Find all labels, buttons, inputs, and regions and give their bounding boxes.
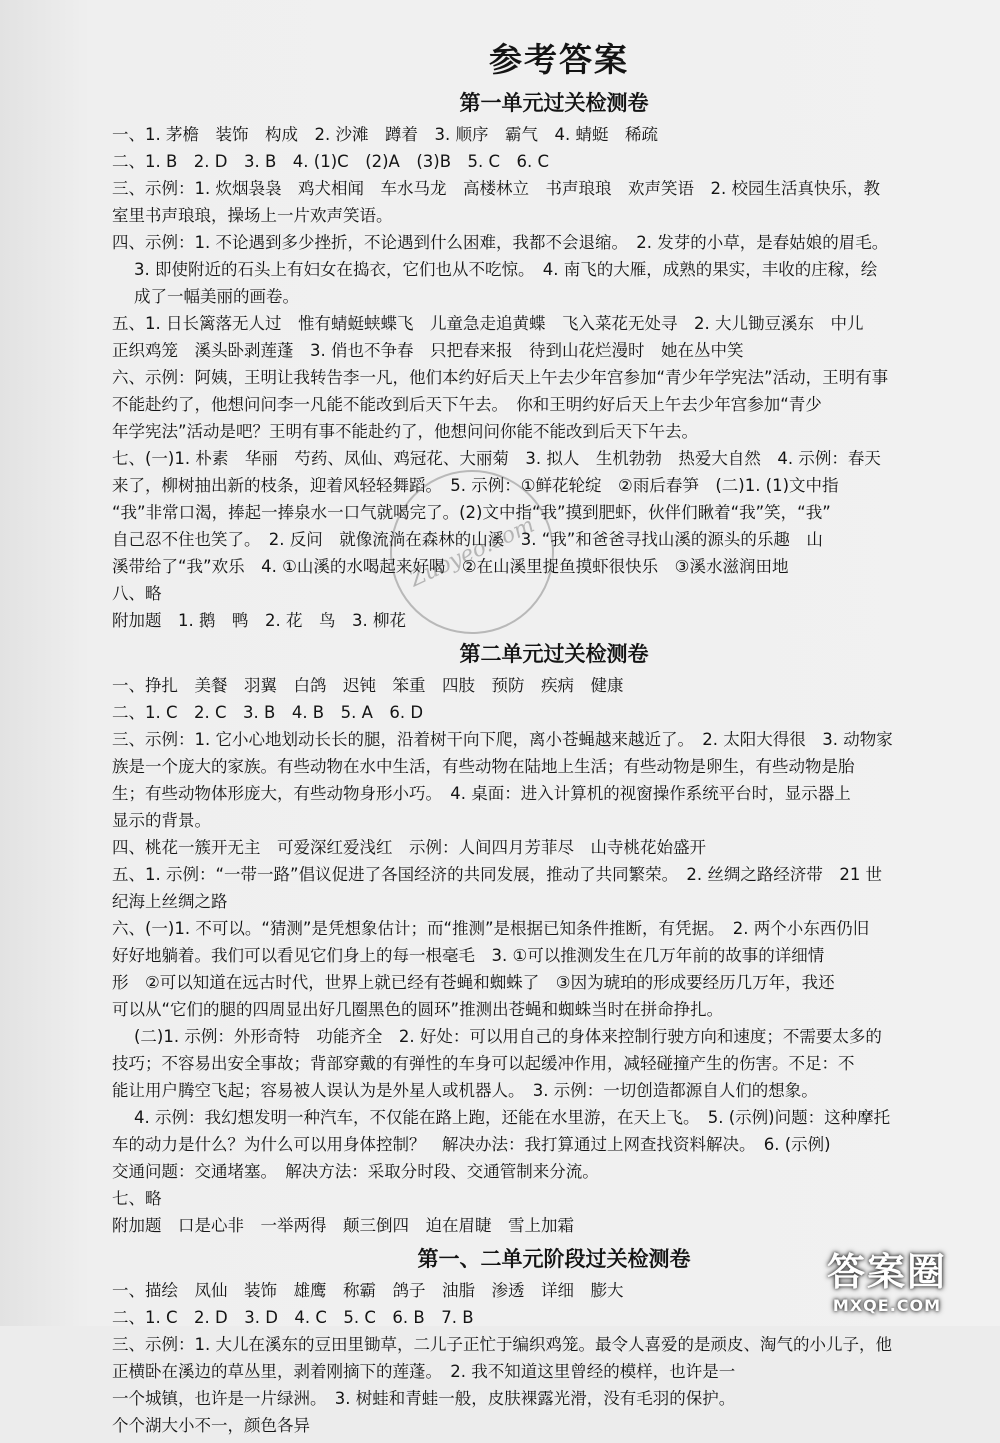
answer-line: 技巧；不容易出安全事故；背部穿戴的有弹性的车身可以起缓冲作用，减轻碰撞产生的伤害。不足：不 <box>112 1054 855 1073</box>
answer-line: 个个湖大小不一，颜色各异 <box>112 1416 310 1435</box>
watermark-text: Zuoyeo.com <box>405 512 539 592</box>
answer-line: 一、1. 茅檐 装饰 构成 2. 沙滩 蹲着 3. 顺序 霸气 4. 蜻蜓 稀疏 <box>112 125 658 144</box>
answer-line: 年学宪法”活动是吧？王明有事不能赴约了，他想问问你能不能改到后天下午去。 <box>112 422 699 441</box>
answer-line: 三、示例：1. 炊烟袅袅 鸡犬相闻 车水马龙 高楼林立 书声琅琅 欢声笑语 2. 校园生活真快乐，教 <box>112 179 880 198</box>
section-gap <box>112 1439 966 1443</box>
answer-line: 六、示例：阿姨，王明让我转告李一凡，他们本约好后天上午去少年宫参加“青少年学宪法”活动，王明有事 <box>112 368 889 387</box>
answer-line: 一、挣扎 美餐 羽翼 白鸽 迟钝 笨重 四肢 预防 疾病 健康 <box>112 676 624 695</box>
answer-line: 交通问题：交通堵塞。 解决方法：采取分时段、交通管制来分流。 <box>112 1162 599 1181</box>
answer-line: 六、(一)1. 不可以。“猜测”是凭想象估计；而“推测”是根据已知条件推断，有凭据。 2. 两个小东西仍旧 <box>112 919 870 938</box>
answer-line: 二、1. C 2. D 3. D 4. C 5. C 6. B 7. B <box>112 1308 474 1327</box>
site-logo <box>782 1238 992 1318</box>
answer-line: (二)1. 示例：外形奇特 功能齐全 2. 好处：可以用自己的身体来控制行驶方向和速度；不需要太多的 <box>134 1027 882 1046</box>
answer-line: 二、1. B 2. D 3. B 4. (1)C (2)A (3)B 5. C 6. C <box>112 152 550 171</box>
answer-line: 4. 示例：我幻想发明一种汽车，不仅能在路上跑，还能在水里游，在天上飞。 5. (示例)问题：这种摩托 <box>134 1108 891 1127</box>
answer-line: 生；有些动物体形庞大，有些动物身形小巧。 4. 桌面：进入计算机的视窗操作系统平台时，显示器上 <box>112 784 851 803</box>
answer-line: 3. 即使附近的石头上有妇女在捣衣，它们也从不吃惊。 4. 南飞的大雁，成熟的果实，丰收的庄稼，绘 <box>134 260 878 279</box>
site-logo-big: 答案圈 <box>826 1250 947 1294</box>
answer-line: 附加题 1. 鹅 鸭 2. 花 鸟 3. 柳花 <box>112 611 406 630</box>
answer-line: 七、(一)1. 朴素 华丽 芍药、凤仙、鸡冠花、大丽菊 3. 拟人 生机勃勃 热爱大自然 4. 示例：春天 <box>112 449 881 468</box>
section-heading: 第二单元过关检测卷 <box>459 641 649 666</box>
page-title: 参考答案 <box>489 40 629 79</box>
answer-line: 好好地躺着。我们可以看见它们身上的每一根毫毛 3. ①可以推测发生在几万年前的故事的详细情 <box>112 946 825 965</box>
answer-line: 成了一幅美丽的画卷。 <box>134 287 299 306</box>
answer-line: 来了，柳树抽出新的枝条，迎着风轻轻舞蹈。 5. 示例：①鲜花轮绽 ②雨后春笋 (二)1. (1)文中指 <box>112 476 839 495</box>
section-heading: 第一、二单元阶段过关检测卷 <box>417 1246 691 1271</box>
answer-line: 族是一个庞大的家族。有些动物在水中生活，有些动物在陆地上生活；有些动物是卵生，有些动物是胎 <box>112 757 855 776</box>
answer-line: 能让用户腾空飞起；容易被人误认为是外星人或机器人。 3. 示例：一切创造都源自人们的想象。 <box>112 1081 818 1100</box>
answer-line: 三、示例：1. 大儿在溪东的豆田里锄草，二儿子正忙于编织鸡笼。最令人喜爱的是顽皮、淘气的小儿子，他 <box>112 1335 892 1354</box>
answer-line: 正织鸡笼 溪头卧剥莲蓬 3. 俏也不争春 只把春来报 待到山花烂漫时 她在丛中笑 <box>112 341 744 360</box>
answer-line: 七、略 <box>112 1189 162 1208</box>
answer-line: 五、1. 日长篱落无人过 惟有蜻蜓蛱蝶飞 儿童急走追黄蝶 飞入菜花无处寻 2. 大儿锄豆溪东 中儿 <box>112 314 864 333</box>
answer-line: 不能赴约了，他想问问李一凡能不能改到后天下午去。 你和王明约好后天上午去少年宫参加“青少 <box>112 395 822 414</box>
answer-line: 三、示例：1. 它小心地划动长长的腿，沿着树干向下爬，离小苍蝇越来越近了。 2. 太阳大得很 3. 动物家 <box>112 730 893 749</box>
section-heading: 第一单元过关检测卷 <box>459 90 649 115</box>
answer-line: 自己忍不住也笑了。 2. 反问 就像流淌在森林的山溪 3. “我”和爸爸寻找山溪的源头的乐趣 山 <box>112 530 823 549</box>
site-logo-small: MXQE.COM <box>832 1296 942 1315</box>
answer-line: 正横卧在溪边的草丛里，剥着刚摘下的莲蓬。 2. 我不知道这里曾经的模样，也许是一 <box>112 1362 736 1381</box>
answer-line: 显示的背景。 <box>112 811 211 830</box>
answer-line: 纪海上丝绸之路 <box>112 892 228 911</box>
answer-line: 五、1. 示例：“一带一路”倡议促进了各国经济的共同发展，推动了共同繁荣。 2. 丝绸之路经济带 21 世 <box>112 865 883 884</box>
answer-line: 形 ②可以知道在远古时代，世界上就已经有苍蝇和蜘蛛了 ③因为琥珀的形成要经历几万年，我还 <box>112 973 835 992</box>
answer-line: 二、1. C 2. C 3. B 4. B 5. A 6. D <box>112 703 424 722</box>
answer-line: 四、桃花一簇开无主 可爱深红爱浅红 示例：人间四月芳菲尽 山寺桃花始盛开 <box>112 838 706 857</box>
answer-line: 四、示例：1. 不论遇到多少挫折，不论遇到什么困难，我都不会退缩。 2. 发芽的小草，是春姑娘的眉毛。 <box>112 233 889 252</box>
answer-line: 八、略 <box>112 584 162 603</box>
answer-line: 车的动力是什么？为什么可以用身体控制？ 解决办法：我打算通过上网查找资料解决。 6. (示例) <box>112 1135 831 1154</box>
answer-line: “我”非常口渴，捧起一捧泉水一口气就喝完了。(2)文中指“我”摸到肥虾，伙伴们瞅着“我”笑，“我” <box>112 503 831 522</box>
answer-line: 附加题 口是心非 一举两得 颠三倒四 迫在眉睫 雪上加霜 <box>112 1216 574 1235</box>
answer-line: 可以从“它们的腿的四周显出好几圈黑色的圆环”推测出苍蝇和蜘蛛当时在拼命挣扎。 <box>112 1000 724 1019</box>
answer-line: 溪带给了“我”欢乐 4. ①山溪的水喝起来好喝 ②在山溪里捉鱼摸虾很快乐 ③溪水滋润田地 <box>112 557 789 576</box>
answer-line: 一、描绘 凤仙 装饰 雄鹰 称霸 鸽子 油脂 渗透 详细 膨大 <box>112 1281 624 1300</box>
answer-line: 室里书声琅琅，操场上一片欢声笑语。 <box>112 206 393 225</box>
answer-line: 一个城镇，也许是一片绿洲。 3. 树蛙和青蛙一般，皮肤裸露光滑，没有毛羽的保护。 <box>112 1389 736 1408</box>
